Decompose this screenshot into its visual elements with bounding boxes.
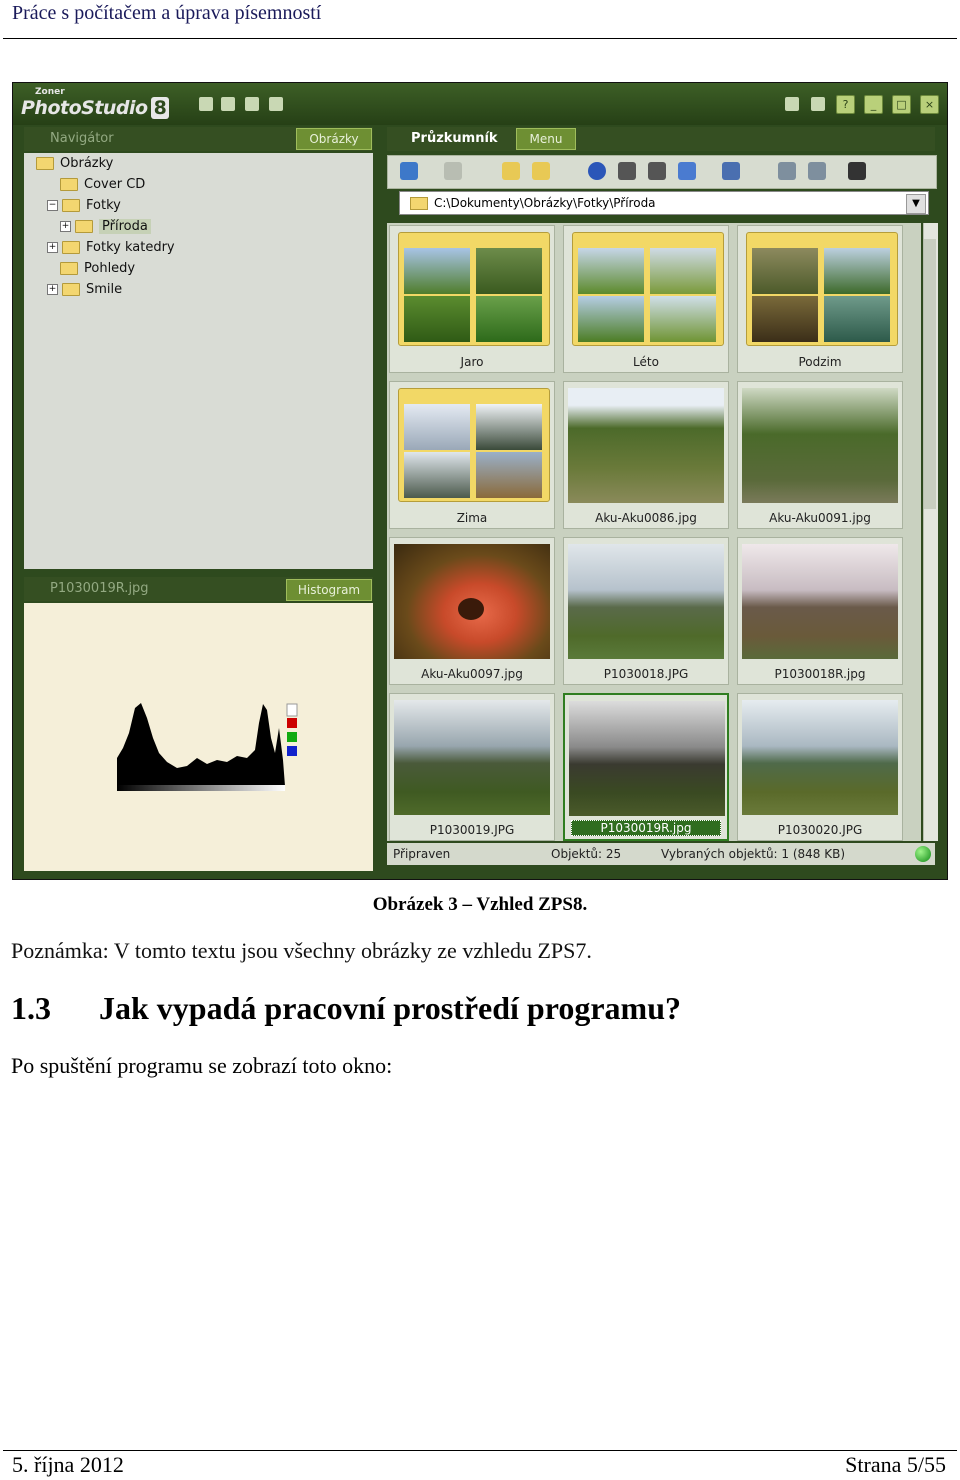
folder-item-podzim[interactable] xyxy=(737,225,903,373)
app-window xyxy=(12,82,948,880)
tree-item-label: Pohledy xyxy=(84,261,136,276)
chevron-down-icon[interactable]: ▼ xyxy=(906,194,926,214)
copy-icon[interactable] xyxy=(778,162,796,180)
collapse-icon[interactable]: − xyxy=(48,200,57,210)
folder-icon xyxy=(62,199,80,212)
figure-caption: Obrázek 3 – Vzhled ZPS8. xyxy=(372,894,588,915)
photo-thumbnail xyxy=(568,388,724,503)
note-text: Poznámka: V tomto textu jsou všechny obrázky ze vzhledu ZPS7. xyxy=(11,938,592,963)
expand-icon[interactable]: + xyxy=(61,221,70,231)
paragraph-text: Po spuštění programu se zobrazí toto okno: xyxy=(11,1053,393,1078)
item-label: Léto xyxy=(633,355,659,369)
folder-icon xyxy=(62,241,80,254)
tree-item-cover-cd[interactable] xyxy=(36,174,373,195)
status-led-icon xyxy=(915,846,931,862)
address-bar[interactable] xyxy=(399,191,929,215)
gear-icon[interactable] xyxy=(811,97,825,111)
folder-icon xyxy=(75,220,93,233)
logo-version: 8 xyxy=(151,97,170,119)
histogram-graph xyxy=(117,698,307,788)
close-button[interactable]: × xyxy=(920,95,939,114)
item-label: Aku-Aku0091.jpg xyxy=(769,511,871,525)
status-state: Připraven xyxy=(393,847,451,861)
folder-item-leto[interactable] xyxy=(563,225,729,373)
scrollbar-thumb[interactable] xyxy=(924,239,936,509)
item-label: Aku-Aku0097.jpg xyxy=(421,667,523,681)
item-label: P1030019.JPG xyxy=(429,823,515,837)
expand-icon[interactable]: + xyxy=(48,242,57,252)
item-label: P1030018.JPG xyxy=(603,667,689,681)
photo-thumbnail xyxy=(742,388,898,503)
preview-title: P1030019R.jpg xyxy=(50,581,149,596)
folder-icon xyxy=(410,197,428,210)
folder-item-jaro[interactable] xyxy=(389,225,555,373)
slideshow-icon[interactable] xyxy=(848,162,866,180)
tree-item-pohledy[interactable] xyxy=(36,258,373,279)
image-item-aku0091[interactable] xyxy=(737,381,903,529)
photo-thumbnail xyxy=(742,700,898,815)
tree-item-obrazky[interactable] xyxy=(36,153,373,174)
chestnut-shape xyxy=(458,598,484,620)
item-label: P1030019R.jpg xyxy=(571,820,721,836)
find-icon[interactable] xyxy=(618,162,636,180)
navigator-title: Navigátor xyxy=(50,131,114,146)
thumbnail-grid xyxy=(387,223,921,841)
favorite-folder-icon[interactable] xyxy=(532,162,550,180)
photo-thumbnail xyxy=(569,701,725,816)
photo-thumbnail xyxy=(394,700,550,815)
image-item-p1030019r-selected[interactable] xyxy=(563,693,729,841)
sort-icon[interactable] xyxy=(678,162,696,180)
item-label: Aku-Aku0086.jpg xyxy=(595,511,697,525)
tab-obrazky[interactable]: Obrázky xyxy=(296,128,372,150)
back-arrow-icon[interactable] xyxy=(400,162,418,180)
folder-icon xyxy=(36,157,54,170)
section-title: Jak vypadá pracovní prostředí programu? xyxy=(99,990,681,1026)
search-icon[interactable] xyxy=(221,97,235,111)
image-item-p1030020[interactable] xyxy=(737,693,903,841)
tree-item-label: Příroda xyxy=(99,219,151,234)
explorer-header xyxy=(387,127,935,151)
forward-arrow-icon[interactable] xyxy=(444,162,462,180)
tree-item-label: Fotky xyxy=(86,198,121,213)
tree-item-label: Smile xyxy=(86,282,123,297)
title-bar xyxy=(13,83,947,125)
tree-item-fotky-katedry[interactable] xyxy=(36,237,373,258)
navigator-tree-pane xyxy=(24,153,373,569)
footer-page-number: Strana 5/55 xyxy=(845,1452,946,1477)
folder-item-zima[interactable] xyxy=(389,381,555,529)
photo-thumbnail xyxy=(568,544,724,659)
page-header-title: Práce s počítačem a úprava písemností xyxy=(12,2,322,24)
tab-menu[interactable]: Menu xyxy=(516,128,576,150)
tab-histogram[interactable]: Histogram xyxy=(286,579,372,601)
item-label: Podzim xyxy=(798,355,842,369)
edit-icon[interactable] xyxy=(269,97,283,111)
find-advanced-icon[interactable] xyxy=(648,162,666,180)
plugin-icon[interactable] xyxy=(785,97,799,111)
image-item-p1030018r[interactable] xyxy=(737,537,903,685)
logo-main-text: PhotoStudio xyxy=(21,97,148,119)
folder-icon xyxy=(60,262,78,275)
address-path: C:\Dokumenty\Obrázky\Fotky\Příroda xyxy=(434,196,656,210)
histogram-pane xyxy=(24,603,373,871)
maximize-button[interactable]: □ xyxy=(892,95,911,114)
section-number: 1.3 xyxy=(11,990,51,1026)
image-item-p1030018[interactable] xyxy=(563,537,729,685)
help-button[interactable]: ? xyxy=(836,95,855,114)
header-rule xyxy=(3,38,957,39)
explorer-title: Průzkumník xyxy=(411,131,498,146)
section-heading xyxy=(11,990,681,1027)
image-item-aku0097[interactable] xyxy=(389,537,555,685)
item-label: Zima xyxy=(456,511,488,525)
tree-item-priroda[interactable] xyxy=(36,216,373,237)
photo-thumbnail xyxy=(742,544,898,659)
tree-item-fotky[interactable] xyxy=(36,195,373,216)
tree-item-smile[interactable] xyxy=(36,279,373,300)
logo-small-text: Zoner xyxy=(35,87,65,97)
app-logo xyxy=(21,87,169,119)
info-icon[interactable] xyxy=(588,162,606,180)
minimize-button[interactable]: _ xyxy=(864,95,883,114)
status-count: Objektů: 25 xyxy=(551,847,622,861)
print-icon[interactable] xyxy=(245,97,259,111)
item-label: Jaro xyxy=(460,355,484,369)
item-label: P1030018R.jpg xyxy=(774,667,866,681)
view-icon[interactable] xyxy=(722,162,740,180)
folder-icon xyxy=(60,178,78,191)
tree-item-label: Cover CD xyxy=(84,177,146,192)
explorer-toolbar xyxy=(387,155,937,189)
histogram-gradient xyxy=(117,785,285,791)
footer-date: 5. října 2012 xyxy=(12,1452,124,1477)
status-selected: Vybraných objektů: 1 (848 KB) xyxy=(661,847,846,861)
move-icon[interactable] xyxy=(808,162,826,180)
image-item-aku0086[interactable] xyxy=(563,381,729,529)
image-item-p1030019[interactable] xyxy=(389,693,555,841)
footer-rule xyxy=(3,1450,957,1451)
folder-up-icon[interactable] xyxy=(502,162,520,180)
expand-icon[interactable]: + xyxy=(48,284,57,294)
tree-item-label: Obrázky xyxy=(60,156,114,171)
item-label: P1030020.JPG xyxy=(777,823,863,837)
tree-item-label: Fotky katedry xyxy=(86,240,175,255)
folder-icon xyxy=(62,283,80,296)
tree-icon[interactable] xyxy=(199,97,213,111)
status-bar xyxy=(387,843,935,865)
